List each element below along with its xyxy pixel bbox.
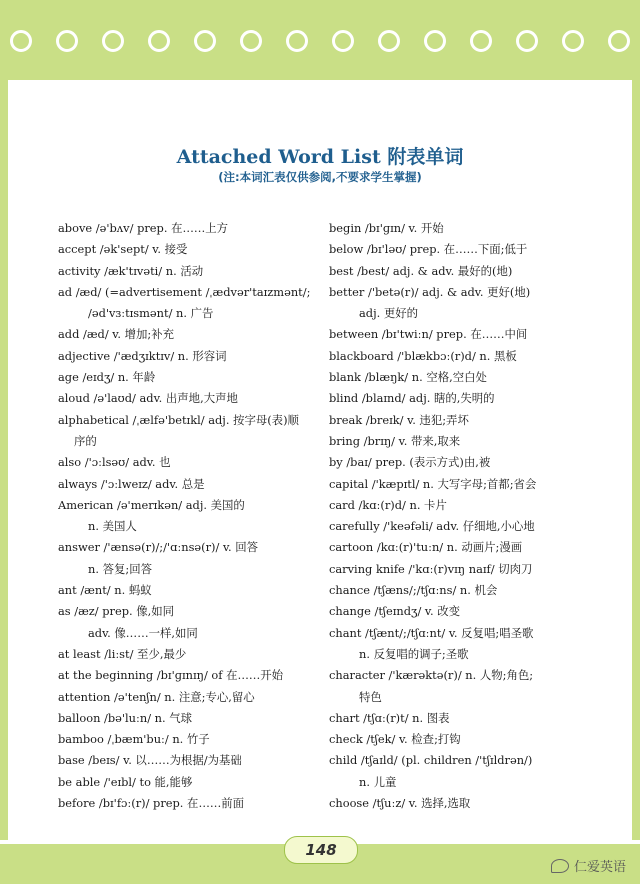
circle-ring-icon bbox=[516, 30, 538, 52]
word-entry: bring /brɪŋ/ v. 带来,取来 bbox=[329, 433, 461, 448]
word-entry: between /bɪ'twiːn/ prep. 在……中间 bbox=[329, 327, 528, 342]
word-entry: also /'ɔːlsəʊ/ adv. 也 bbox=[58, 455, 171, 470]
word-entry: begin /bɪ'ɡɪn/ v. 开始 bbox=[329, 221, 444, 235]
word-entry: answer /'ænsə(r)/;/'ɑːnsə(r)/ v. 回答 bbox=[58, 540, 259, 555]
word-entry: by /baɪ/ prep. (表示方式)由,被 bbox=[329, 455, 491, 470]
word-entry: 特色 bbox=[359, 689, 382, 704]
word-entry: carving knife /'kɑː(r)vɪŋ naɪf/ 切肉刀 bbox=[329, 561, 533, 576]
word-entry: American /ə'merɪkən/ adj. 美国的 bbox=[58, 497, 245, 512]
word-entry: 序的 bbox=[74, 433, 97, 448]
word-entry: ad /æd/ (=advertisement /ˌædvər'taɪzmənt/; bbox=[58, 284, 311, 299]
word-entry: chance /tʃæns/;/tʃɑːns/ n. 机会 bbox=[329, 583, 498, 598]
top-decorative-band bbox=[0, 0, 640, 80]
word-entry: carefully /'keəfəli/ adv. 仔细地,小心地 bbox=[329, 519, 535, 534]
decorative-circle-row bbox=[10, 30, 630, 54]
word-entry: blank /blæŋk/ n. 空格,空白处 bbox=[329, 370, 487, 385]
word-entry: choose /tʃuːz/ v. 选择,选取 bbox=[329, 796, 471, 811]
word-entry: add /æd/ v. 增加;补充 bbox=[58, 327, 175, 342]
word-entry: age /eɪdʒ/ n. 年龄 bbox=[58, 370, 156, 385]
word-entry: alphabetical /ˌælfə'betɪkl/ adj. 按字母(表)顺 bbox=[58, 412, 299, 427]
word-entry: break /breɪk/ v. 违犯;弄坏 bbox=[329, 412, 469, 427]
circle-ring-icon bbox=[194, 30, 216, 52]
circle-ring-icon bbox=[102, 30, 124, 52]
word-entry: accept /ək'sept/ v. 接受 bbox=[58, 242, 188, 257]
circle-ring-icon bbox=[56, 30, 78, 52]
word-entry: above /ə'bʌv/ prep. 在……上方 bbox=[58, 221, 229, 235]
word-entry: balloon /bə'luːn/ n. 气球 bbox=[58, 710, 193, 725]
word-entry: change /tʃeɪndʒ/ v. 改变 bbox=[329, 604, 461, 619]
word-entry: n. 美国人 bbox=[88, 519, 137, 534]
word-entry: adv. 像……一样,如同 bbox=[88, 625, 198, 640]
word-entry: be able /'eɪbl/ to 能,能够 bbox=[58, 774, 193, 789]
word-entry: child /tʃaɪld/ (pl. children /'tʃɪldrən/) bbox=[329, 753, 533, 768]
word-entry: chant /tʃænt/;/tʃɑːnt/ v. 反复唱;唱圣歌 bbox=[329, 625, 534, 640]
word-entry: check /tʃek/ v. 检查;打钩 bbox=[329, 732, 461, 747]
circle-ring-icon bbox=[378, 30, 400, 52]
right-word-column bbox=[329, 218, 629, 814]
word-entry: as /æz/ prep. 像,如同 bbox=[58, 604, 175, 619]
word-entry: n. 儿童 bbox=[359, 774, 397, 789]
circle-ring-icon bbox=[148, 30, 170, 52]
word-entry: character /'kærəktə(r)/ n. 人物;角色; bbox=[329, 668, 534, 683]
word-entry: /əd'vɜːtɪsmənt/ n. 广告 bbox=[88, 306, 214, 321]
circle-ring-icon bbox=[240, 30, 262, 52]
page-title: Attached Word List 附表单词 bbox=[176, 146, 464, 168]
left-border bbox=[0, 80, 8, 840]
circle-ring-icon bbox=[562, 30, 584, 52]
word-entry: at least /liːst/ 至少,最少 bbox=[58, 646, 187, 661]
chat-bubble-icon bbox=[551, 859, 569, 873]
word-entry: below /bɪ'ləʊ/ prep. 在……下面;低于 bbox=[329, 242, 528, 257]
word-entry: adjective /'ædʒɪktɪv/ n. 形容词 bbox=[58, 348, 227, 363]
word-entry: best /best/ adj. & adv. 最好的(地) bbox=[329, 263, 513, 278]
word-entry: blind /blaɪnd/ adj. 瞎的,失明的 bbox=[329, 391, 495, 406]
word-entry: chart /tʃɑː(r)t/ n. 图表 bbox=[329, 710, 450, 725]
word-entry: before /bɪ'fɔː(r)/ prep. 在……前面 bbox=[58, 796, 245, 811]
watermark-text: 仁爱英语 bbox=[573, 860, 626, 875]
circle-ring-icon bbox=[608, 30, 630, 52]
word-entry: cartoon /kɑː(r)'tuːn/ n. 动画片;漫画 bbox=[329, 540, 523, 555]
watermark bbox=[551, 856, 626, 875]
circle-ring-icon bbox=[424, 30, 446, 52]
right-border bbox=[632, 80, 640, 840]
word-entry: base /beɪs/ v. 以……为根据/为基础 bbox=[58, 753, 242, 768]
circle-ring-icon bbox=[332, 30, 354, 52]
circle-ring-icon bbox=[10, 30, 32, 52]
page-subtitle: (注:本词汇表仅供参阅,不要求学生掌握) bbox=[218, 170, 422, 184]
circle-ring-icon bbox=[470, 30, 492, 52]
word-entry: always /'ɔːlweɪz/ adv. 总是 bbox=[58, 476, 205, 491]
word-entry: at the beginning /bɪ'ɡɪnɪŋ/ of 在……开始 bbox=[58, 668, 284, 683]
word-entry: activity /æk'tɪvəti/ n. 活动 bbox=[58, 263, 204, 278]
word-entry: n. 答复;回答 bbox=[88, 561, 152, 576]
word-entry: attention /ə'tenʃn/ n. 注意;专心,留心 bbox=[58, 689, 255, 704]
word-entry: adj. 更好的 bbox=[359, 306, 419, 321]
word-entry: card /kɑː(r)d/ n. 卡片 bbox=[329, 497, 447, 512]
word-entry: n. 反复唱的调子;圣歌 bbox=[359, 646, 469, 661]
left-word-column bbox=[58, 218, 350, 814]
word-entry: better /'betə(r)/ adj. & adv. 更好(地) bbox=[329, 284, 531, 299]
page-number: 148 bbox=[284, 836, 358, 864]
word-entry: capital /'kæpɪtl/ n. 大写字母;首都;省会 bbox=[329, 476, 537, 491]
word-entry: bamboo /ˌbæm'buː/ n. 竹子 bbox=[58, 732, 210, 747]
word-entry: aloud /ə'laʊd/ adv. 出声地,大声地 bbox=[58, 391, 238, 406]
word-entry: blackboard /'blækbɔː(r)d/ n. 黑板 bbox=[329, 348, 517, 363]
word-entry: ant /ænt/ n. 蚂蚁 bbox=[58, 583, 152, 598]
circle-ring-icon bbox=[286, 30, 308, 52]
